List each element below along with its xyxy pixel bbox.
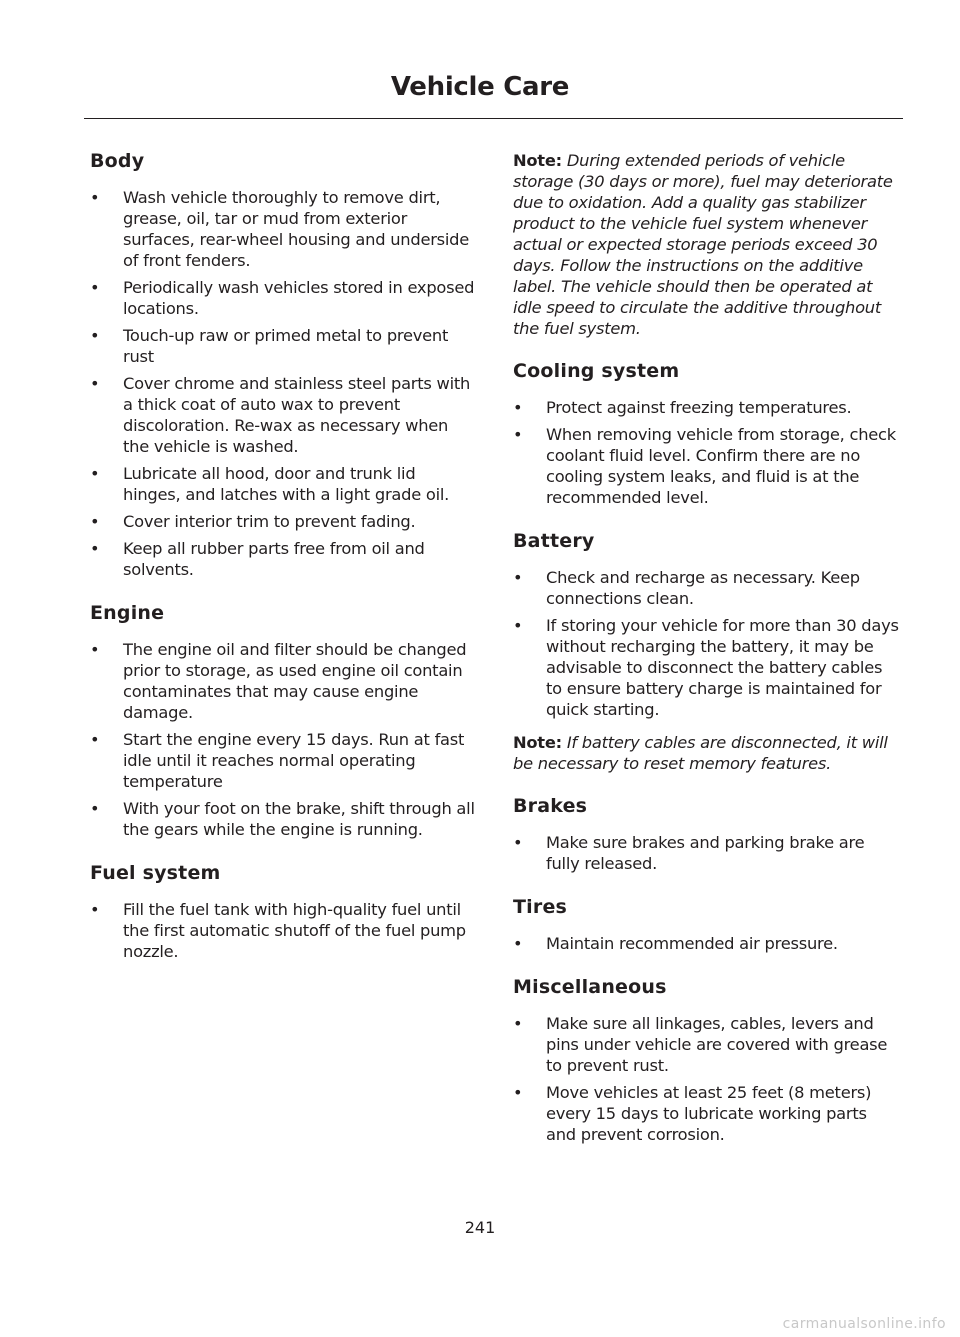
note-label: Note: [513, 151, 562, 170]
list-item-text: When removing vehicle from storage, check coolant fluid level. Confirm there are no cooling system leaks, and fluid is at the recommended level. [546, 425, 896, 507]
bullet-icon: • [90, 326, 100, 345]
list-item-text: Make sure all linkages, cables, levers and pins under vehicle are covered with grease to prevent rust. [546, 1014, 888, 1075]
list-item-text: Maintain recommended air pressure. [546, 934, 838, 953]
bullet-icon: • [90, 188, 100, 207]
list-item [90, 511, 476, 532]
list-item [90, 463, 476, 505]
bullet-icon: • [90, 374, 100, 393]
list-item-text: Touch-up raw or primed metal to prevent rust [123, 326, 449, 366]
note-text: During extended periods of vehicle storage (30 days or more), fuel may deteriorate due to oxidation. Add a quality gas stabilizer product to the vehicle fuel system whenever actual or expected storage periods exceed 30 days. Follow the instructions on the additive label. The vehicle should then be operated at idle speed to circulate the additive throughout the fuel system. [513, 151, 893, 338]
list-item-text: The engine oil and filter should be changed prior to storage, as used engine oil contain contaminates that may cause engine damage. [123, 640, 467, 722]
list-item-text: Check and recharge as necessary. Keep connections clean. [546, 568, 860, 608]
list-item-text: Lubricate all hood, door and trunk lid hinges, and latches with a light grade oil. [123, 464, 450, 504]
bullet-icon: • [513, 568, 523, 587]
list-item [513, 832, 899, 874]
bullet-icon: • [513, 934, 523, 953]
list-item [513, 424, 899, 508]
bullet-icon: • [90, 900, 100, 919]
list-item-text: With your foot on the brake, shift through all the gears while the engine is running. [123, 799, 475, 839]
list-item-text: Wash vehicle thoroughly to remove dirt, grease, oil, tar or mud from exterior surfaces, rear-wheel housing and underside of front fenders. [123, 188, 470, 270]
list-item [90, 798, 476, 840]
list-item [513, 933, 899, 954]
bullet-icon: • [513, 1083, 523, 1102]
list-item-text: Periodically wash vehicles stored in exposed locations. [123, 278, 475, 318]
tires-list [513, 933, 899, 954]
list-item [90, 538, 476, 580]
list-item-text: Make sure brakes and parking brake are fully released. [546, 833, 865, 873]
bullet-icon: • [513, 833, 523, 852]
list-item-text: Keep all rubber parts free from oil and solvents. [123, 539, 425, 579]
bullet-icon: • [513, 1014, 523, 1033]
bullet-icon: • [513, 616, 523, 635]
list-item [513, 615, 899, 720]
bullet-icon: • [90, 464, 100, 483]
list-item [513, 1082, 899, 1145]
list-item [513, 567, 899, 609]
left-column [90, 150, 476, 984]
list-item [90, 899, 476, 962]
engine-heading: Engine [90, 602, 165, 624]
page-number: 241 [464, 1218, 496, 1237]
miscellaneous-heading: Miscellaneous [513, 976, 667, 998]
fuel-system-heading: Fuel system [90, 862, 221, 884]
list-item [90, 187, 476, 271]
battery-heading: Battery [513, 530, 595, 552]
header-divider [84, 118, 903, 119]
miscellaneous-list [513, 1013, 899, 1145]
battery-list [513, 567, 899, 720]
page-header-title: Vehicle Care [390, 72, 570, 102]
list-item [90, 729, 476, 792]
list-item-text: If storing your vehicle for more than 30 days without recharging the battery, it may be advisable to disconnect the battery cables to ensure battery charge is maintained for quick starting. [546, 616, 899, 719]
tires-heading: Tires [513, 896, 568, 918]
bullet-icon: • [513, 398, 523, 417]
body-heading: Body [90, 150, 145, 172]
list-item [90, 639, 476, 723]
list-item-text: Move vehicles at least 25 feet (8 meters) every 15 days to lubricate working parts and prevent corrosion. [546, 1083, 872, 1144]
note-label: Note: [513, 733, 562, 752]
brakes-heading: Brakes [513, 795, 588, 817]
fuel-system-list [90, 899, 476, 962]
list-item-text: Cover interior trim to prevent fading. [123, 512, 416, 531]
bullet-icon: • [90, 730, 100, 749]
bullet-icon: • [90, 278, 100, 297]
watermark: carmanualsonline.info [782, 1316, 946, 1332]
list-item-text: Start the engine every 15 days. Run at fast idle until it reaches normal operating temperature [123, 730, 465, 791]
list-item-text: Cover chrome and stainless steel parts with a thick coat of auto wax to prevent discoloration. Re-wax as necessary when the vehicle is washed. [123, 374, 471, 456]
right-column [513, 150, 899, 1167]
list-item-text: Protect against freezing temperatures. [546, 398, 852, 417]
bullet-icon: • [90, 799, 100, 818]
brakes-list [513, 832, 899, 874]
bullet-icon: • [513, 425, 523, 444]
list-item [513, 1013, 899, 1076]
bullet-icon: • [90, 640, 100, 659]
list-item [90, 277, 476, 319]
cooling-system-list [513, 397, 899, 508]
list-item-text: Fill the fuel tank with high-quality fuel until the first automatic shutoff of the fuel pump nozzle. [123, 900, 466, 961]
battery-note [513, 732, 899, 774]
engine-list [90, 639, 476, 840]
note-text: If battery cables are disconnected, it will be necessary to reset memory features. [513, 733, 888, 773]
body-list [90, 187, 476, 580]
bullet-icon: • [90, 512, 100, 531]
list-item [90, 325, 476, 367]
list-item [90, 373, 476, 457]
bullet-icon: • [90, 539, 100, 558]
cooling-system-heading: Cooling system [513, 360, 680, 382]
fuel-storage-note [513, 150, 899, 339]
list-item [513, 397, 899, 418]
